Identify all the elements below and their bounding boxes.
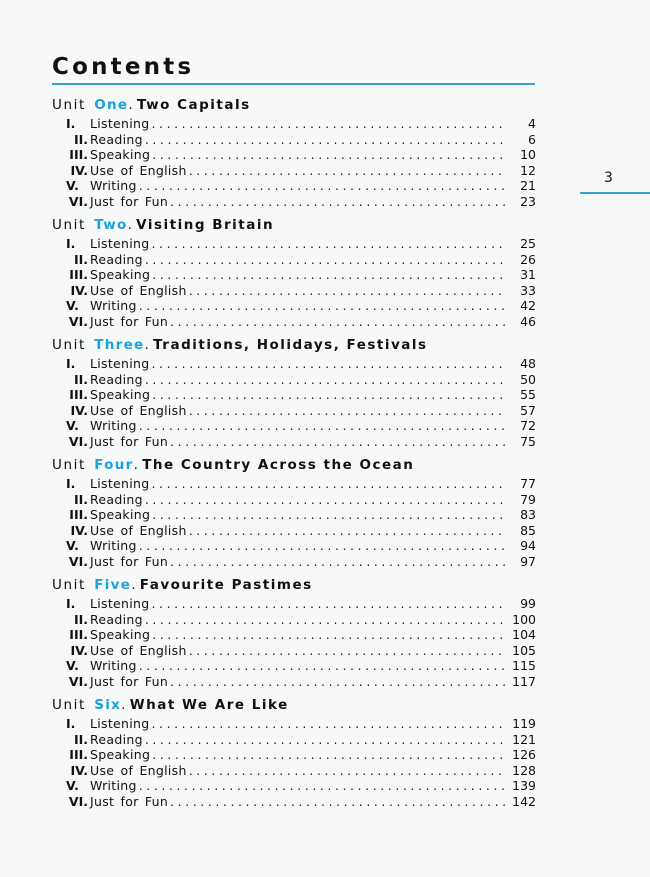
dot-leader [189, 283, 507, 299]
entry-title: Listening [90, 236, 150, 251]
entry-title: Listening [90, 116, 150, 131]
toc-entry[interactable] [52, 492, 536, 508]
dot-leader [152, 267, 507, 283]
entry-page-number: 128 [512, 762, 536, 778]
entry-title: Just for Fun [90, 433, 169, 449]
unit-title: Visiting Britain [136, 217, 275, 233]
entry-roman-numeral: II. [73, 491, 88, 507]
entry-roman-numeral: VI. [68, 313, 88, 329]
entry-page-number: 83 [520, 507, 536, 522]
unit-label: Unit [52, 577, 86, 593]
dot-leader [152, 507, 507, 523]
unit-separator: . [127, 217, 137, 233]
unit-heading [52, 216, 536, 234]
entry-roman-numeral: IV. [70, 522, 88, 538]
toc-entry[interactable] [52, 252, 536, 268]
entry-page-number: 12 [520, 162, 536, 178]
unit-title: The Country Across the Ocean [142, 457, 415, 473]
entry-roman-numeral: I. [66, 476, 76, 491]
entry-page-number: 104 [512, 627, 536, 642]
dot-leader [139, 178, 507, 194]
toc-entry[interactable] [52, 794, 536, 810]
entry-roman-numeral: I. [66, 716, 76, 731]
entry-page-number: 79 [520, 491, 536, 507]
dot-leader [152, 596, 508, 612]
toc-unit [52, 216, 536, 336]
unit-label: Unit [52, 697, 86, 713]
entry-list [52, 356, 536, 449]
entry-roman-numeral: II. [73, 611, 88, 627]
unit-number: Three [94, 337, 145, 353]
dot-leader [170, 794, 507, 810]
dot-leader [145, 492, 507, 508]
entry-roman-numeral: VI. [68, 793, 88, 809]
dot-leader [170, 314, 507, 330]
unit-heading [52, 576, 536, 594]
entry-page-number: 119 [512, 716, 536, 731]
entry-page-number: 31 [520, 267, 536, 282]
entry-title: Use of English [90, 522, 187, 538]
entry-title: Just for Fun [90, 313, 169, 329]
dot-leader [139, 298, 507, 314]
dot-leader [145, 132, 507, 148]
unit-number: Six [94, 697, 122, 713]
entry-title: Just for Fun [90, 553, 169, 569]
entry-page-number: 75 [520, 433, 536, 449]
entry-page-number: 94 [520, 538, 536, 553]
entry-roman-numeral: III. [69, 747, 88, 762]
entry-page-number: 57 [520, 402, 536, 418]
toc-entry[interactable] [52, 747, 536, 763]
entry-roman-numeral: IV. [70, 762, 88, 778]
entry-title: Speaking [90, 267, 151, 282]
dot-leader [152, 476, 508, 492]
toc-entry[interactable] [52, 314, 536, 330]
page-number-tab [580, 170, 650, 194]
entry-roman-numeral: I. [66, 596, 76, 611]
toc-entry[interactable] [52, 612, 536, 628]
entry-roman-numeral: II. [73, 371, 88, 387]
toc-entry[interactable] [52, 554, 536, 570]
entry-page-number: 10 [520, 147, 536, 162]
toc-entry[interactable] [52, 372, 536, 388]
entry-title: Speaking [90, 507, 151, 522]
unit-number: One [94, 97, 129, 113]
toc-entry[interactable] [52, 283, 536, 299]
unit-number: Five [94, 577, 132, 593]
dot-leader [145, 612, 507, 628]
entry-title: Listening [90, 356, 150, 371]
unit-separator: . [144, 337, 154, 353]
entry-roman-numeral: III. [69, 147, 88, 162]
entry-roman-numeral: VI. [68, 673, 88, 689]
entry-page-number: 117 [512, 673, 536, 689]
unit-heading [52, 456, 536, 474]
entry-page-number: 23 [520, 193, 536, 209]
unit-title: What We Are Like [129, 697, 289, 713]
toc-entry[interactable] [52, 418, 536, 434]
entry-page-number: 21 [520, 178, 536, 193]
entry-roman-numeral: II. [73, 251, 88, 267]
dot-leader [139, 418, 507, 434]
entry-page-number: 55 [520, 387, 536, 402]
unit-label: Unit [52, 97, 86, 113]
entry-title: Use of English [90, 162, 187, 178]
entry-roman-numeral: V. [66, 178, 79, 193]
toc-entry[interactable] [52, 387, 536, 403]
entry-roman-numeral: III. [69, 267, 88, 282]
entry-roman-numeral: V. [66, 538, 79, 553]
entry-title: Use of English [90, 762, 187, 778]
unit-number: Four [94, 457, 134, 473]
table-of-contents [52, 96, 536, 816]
dot-leader [152, 716, 508, 732]
entry-title: Speaking [90, 147, 151, 162]
entry-title: Reading [90, 611, 143, 627]
entry-title: Listening [90, 716, 150, 731]
entry-page-number: 77 [520, 476, 536, 491]
entry-roman-numeral: I. [66, 236, 76, 251]
entry-title: Reading [90, 731, 143, 747]
entry-title: Writing [90, 538, 137, 553]
entry-page-number: 121 [512, 731, 536, 747]
dot-leader [152, 147, 507, 163]
entry-roman-numeral: II. [73, 131, 88, 147]
entry-roman-numeral: I. [66, 356, 76, 371]
toc-entry[interactable] [52, 132, 536, 148]
toc-entry[interactable] [52, 763, 536, 779]
toc-entry[interactable] [52, 147, 536, 163]
toc-entry[interactable] [52, 716, 536, 732]
toc-entry[interactable] [52, 778, 536, 794]
entry-page-number: 85 [520, 522, 536, 538]
entry-roman-numeral: I. [66, 116, 76, 131]
entry-title: Writing [90, 298, 137, 313]
toc-entry[interactable] [52, 627, 536, 643]
entry-title: Reading [90, 131, 143, 147]
toc-unit [52, 456, 536, 576]
dot-leader [189, 523, 507, 539]
entry-roman-numeral: V. [66, 778, 79, 793]
dot-leader [170, 194, 507, 210]
entry-page-number: 42 [520, 298, 536, 313]
entry-page-number: 46 [520, 313, 536, 329]
entry-page-number: 126 [512, 747, 536, 762]
toc-entry[interactable] [52, 267, 536, 283]
unit-heading [52, 336, 536, 354]
entry-roman-numeral: IV. [70, 162, 88, 178]
entry-page-number: 100 [512, 611, 536, 627]
entry-list [52, 116, 536, 209]
dot-leader [139, 538, 507, 554]
dot-leader [189, 643, 507, 659]
entry-title: Writing [90, 778, 137, 793]
unit-heading [52, 96, 536, 114]
entry-page-number: 26 [520, 251, 536, 267]
unit-number: Two [94, 217, 128, 233]
toc-entry[interactable] [52, 116, 536, 132]
unit-separator: . [133, 457, 143, 473]
unit-heading [52, 696, 536, 714]
toc-unit [52, 576, 536, 696]
entry-roman-numeral: V. [66, 418, 79, 433]
unit-title: Two Capitals [136, 97, 251, 113]
toc-entry[interactable] [52, 178, 536, 194]
entry-roman-numeral: VI. [68, 433, 88, 449]
entry-roman-numeral: IV. [70, 642, 88, 658]
dot-leader [152, 747, 507, 763]
toc-entry[interactable] [52, 596, 536, 612]
entry-roman-numeral: II. [73, 731, 88, 747]
dot-leader [170, 674, 507, 690]
toc-unit [52, 696, 536, 816]
unit-title: Traditions, Holidays, Festivals [153, 337, 428, 353]
entry-page-number: 50 [520, 371, 536, 387]
entry-title: Just for Fun [90, 793, 169, 809]
entry-roman-numeral: VI. [68, 553, 88, 569]
toc-entry[interactable] [52, 674, 536, 690]
entry-page-number: 115 [512, 658, 536, 673]
entry-title: Listening [90, 596, 150, 611]
entry-title: Just for Fun [90, 673, 169, 689]
toc-entry[interactable] [52, 658, 536, 674]
dot-leader [152, 236, 508, 252]
page-title-text: Contents [52, 54, 195, 80]
toc-unit [52, 96, 536, 216]
dot-leader [152, 387, 507, 403]
entry-roman-numeral: III. [69, 627, 88, 642]
toc-entry[interactable] [52, 507, 536, 523]
entry-list [52, 236, 536, 329]
entry-title: Writing [90, 418, 137, 433]
unit-label: Unit [52, 337, 86, 353]
toc-entry[interactable] [52, 403, 536, 419]
dot-leader [189, 403, 507, 419]
entry-title: Reading [90, 491, 143, 507]
toc-entry[interactable] [52, 356, 536, 372]
toc-unit [52, 336, 536, 456]
entry-title: Reading [90, 371, 143, 387]
entry-list [52, 716, 536, 809]
toc-entry[interactable] [52, 194, 536, 210]
dot-leader [145, 372, 507, 388]
dot-leader [139, 658, 507, 674]
entry-page-number: 139 [512, 778, 536, 793]
unit-title: Favourite Pastimes [139, 577, 313, 593]
toc-entry[interactable] [52, 732, 536, 748]
page-title [52, 54, 535, 85]
entry-page-number: 105 [512, 642, 536, 658]
entry-list [52, 596, 536, 689]
unit-separator: . [128, 97, 137, 113]
dot-leader [189, 763, 507, 779]
unit-separator: . [131, 577, 140, 593]
entry-roman-numeral: V. [66, 658, 79, 673]
dot-leader [152, 356, 508, 372]
entry-roman-numeral: V. [66, 298, 79, 313]
entry-roman-numeral: III. [69, 387, 88, 402]
dot-leader [145, 252, 507, 268]
toc-entry[interactable] [52, 476, 536, 492]
toc-entry[interactable] [52, 163, 536, 179]
unit-separator: . [121, 697, 130, 713]
page-number: 3 [604, 170, 613, 186]
entry-page-number: 142 [512, 793, 536, 809]
toc-entry[interactable] [52, 434, 536, 450]
entry-roman-numeral: IV. [70, 402, 88, 418]
dot-leader [189, 163, 507, 179]
entry-page-number: 25 [520, 236, 536, 251]
entry-page-number: 99 [520, 596, 536, 611]
entry-roman-numeral: III. [69, 507, 88, 522]
entry-page-number: 97 [520, 553, 536, 569]
entry-title: Listening [90, 476, 150, 491]
entry-list [52, 476, 536, 569]
dot-leader [170, 434, 507, 450]
entry-title: Use of English [90, 642, 187, 658]
dot-leader [152, 116, 508, 132]
entry-title: Speaking [90, 387, 151, 402]
entry-page-number: 48 [520, 356, 536, 371]
entry-title: Use of English [90, 282, 187, 298]
entry-title: Speaking [90, 627, 151, 642]
entry-title: Use of English [90, 402, 187, 418]
toc-entry[interactable] [52, 298, 536, 314]
toc-entry[interactable] [52, 236, 536, 252]
dot-leader [170, 554, 507, 570]
dot-leader [139, 778, 507, 794]
entry-page-number: 72 [520, 418, 536, 433]
entry-page-number: 33 [520, 282, 536, 298]
entry-roman-numeral: VI. [68, 193, 88, 209]
toc-entry[interactable] [52, 523, 536, 539]
toc-entry[interactable] [52, 643, 536, 659]
entry-title: Speaking [90, 747, 151, 762]
entry-title: Writing [90, 178, 137, 193]
entry-title: Reading [90, 251, 143, 267]
dot-leader [145, 732, 507, 748]
toc-entry[interactable] [52, 538, 536, 554]
entry-title: Just for Fun [90, 193, 169, 209]
entry-page-number: 4 [528, 116, 536, 131]
unit-label: Unit [52, 457, 86, 473]
entry-page-number: 6 [528, 131, 536, 147]
entry-title: Writing [90, 658, 137, 673]
entry-roman-numeral: IV. [70, 282, 88, 298]
dot-leader [152, 627, 507, 643]
unit-label: Unit [52, 217, 86, 233]
